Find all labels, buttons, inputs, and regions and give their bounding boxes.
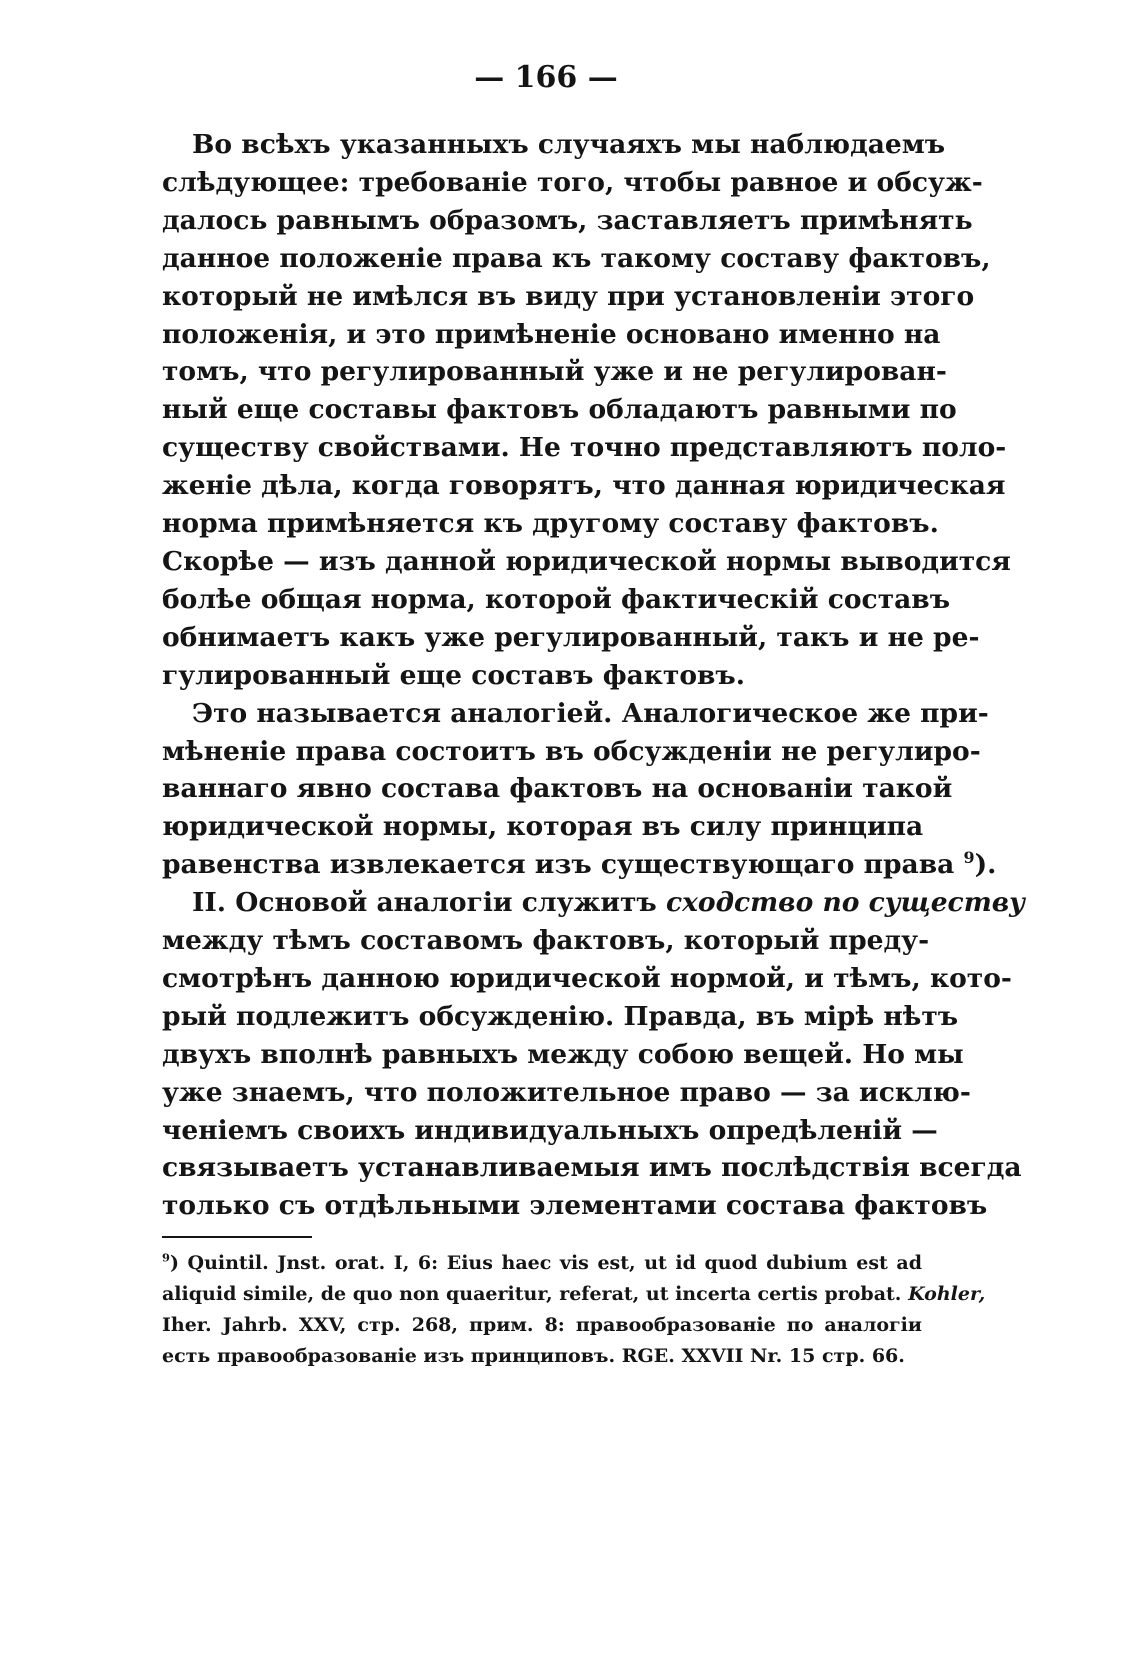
text-line-part: равенства извлекается изъ существующаго права: [162, 849, 955, 881]
text-line: обнимаетъ какъ уже регулированный, такъ и не ре-: [162, 621, 980, 653]
text-line: между тѣмъ составомъ фактовъ, который преду-: [162, 925, 930, 957]
text-line: данное положеніе права къ такому составу фактовъ,: [162, 242, 991, 274]
text-line: ваннаго явно состава фактовъ на основаніи такой: [162, 773, 953, 805]
text-line: [162, 846, 997, 884]
footnote-line: Iher. Jahrb. XXV, стр. 268, прим. 8: правообразованіе по аналогіи: [162, 1314, 922, 1336]
footnote-line: есть правообразованіе изъ принциповъ. RGE. XXVII Nr. 15 стр. 66.: [162, 1345, 905, 1367]
text-line: мѣненіе права состоитъ въ обсужденіи не регулиро-: [162, 735, 981, 767]
text-line: ченіемъ своихъ индивидуальныхъ опредѣленій —: [162, 1114, 938, 1146]
text-line-part: II. Основой аналогіи служитъ: [192, 887, 657, 919]
text-line: [162, 884, 1025, 922]
text-line: ный еще составы фактовъ обладаютъ равными по: [162, 394, 957, 426]
text-line: связываетъ устанавливаемыя имъ послѣдствія всегда: [162, 1152, 1022, 1184]
main-text: [162, 126, 1025, 1225]
footnote-divider: [162, 1236, 312, 1238]
text-line: рый подлежитъ обсужденію. Правда, въ мірѣ нѣтъ: [162, 1000, 959, 1032]
text-line: Скорѣе — изъ данной юридической нормы выводится: [162, 545, 1011, 577]
text-line: смотрѣнъ данною юридической нормой, и тѣмъ, кото-: [162, 962, 1012, 994]
footnote-line: [162, 1279, 986, 1310]
footnote-author: Kohler,: [908, 1283, 986, 1305]
text-line: женіе дѣла, когда говорятъ, что данная юридическая: [162, 470, 1006, 502]
text-line: гулированный еще составъ фактовъ.: [162, 659, 745, 691]
text-line: томъ, что регулированный уже и не регулирован-: [162, 356, 947, 388]
footnote-marker: 9: [162, 1250, 170, 1265]
text-line: болѣе общая норма, которой фактическій составъ: [162, 583, 951, 615]
text-line: норма примѣняется къ другому составу фактовъ.: [162, 508, 939, 540]
text-line: существу свойствами. Не точно представляютъ поло-: [162, 432, 1007, 464]
text-line: двухъ вполнѣ равныхъ между собою вещей. Но мы: [162, 1038, 964, 1070]
text-line: юридической нормы, которая въ силу принципа: [162, 811, 924, 843]
footnote-text: Quintil. Jnst. orat. I, 6: Eius haec vis est, ut id quod dubium est ad: [187, 1252, 923, 1274]
footnotes: [162, 1248, 986, 1372]
text-line-part: ).: [974, 849, 997, 881]
text-line: уже знаемъ, что положительное право — за исклю-: [162, 1076, 971, 1108]
text-line: который не имѣлся въ виду при установленіи этого: [162, 280, 975, 312]
text-line: положенія, и это примѣненіе основано именно на: [162, 318, 941, 350]
text-line: Это называется аналогіей. Аналогическое же при-: [192, 697, 989, 729]
text-line: далось равнымъ образомъ, заставляетъ примѣнять: [162, 204, 973, 236]
footnote-line: $^9$) Quintil. Jnst. orat. I, 6: Eius haec vis est, ut id quod dubium est ad: [162, 1250, 923, 1274]
page-number: — 166 —: [474, 60, 618, 95]
footnote-reference: 9: [963, 848, 975, 868]
footnote-text: aliquid simile, de quo non quaeritur, referat, ut incerta certis probat.: [162, 1283, 902, 1305]
emphasis: сходство по существу: [665, 887, 1025, 919]
text-line: слѣдующее: требованіе того, чтобы равное и обсуж-: [162, 166, 983, 198]
text-line: только съ отдѣльными элементами состава фактовъ: [162, 1190, 988, 1222]
text-line: Во всѣхъ указанныхъ случаяхъ мы наблюдаемъ: [192, 129, 946, 160]
